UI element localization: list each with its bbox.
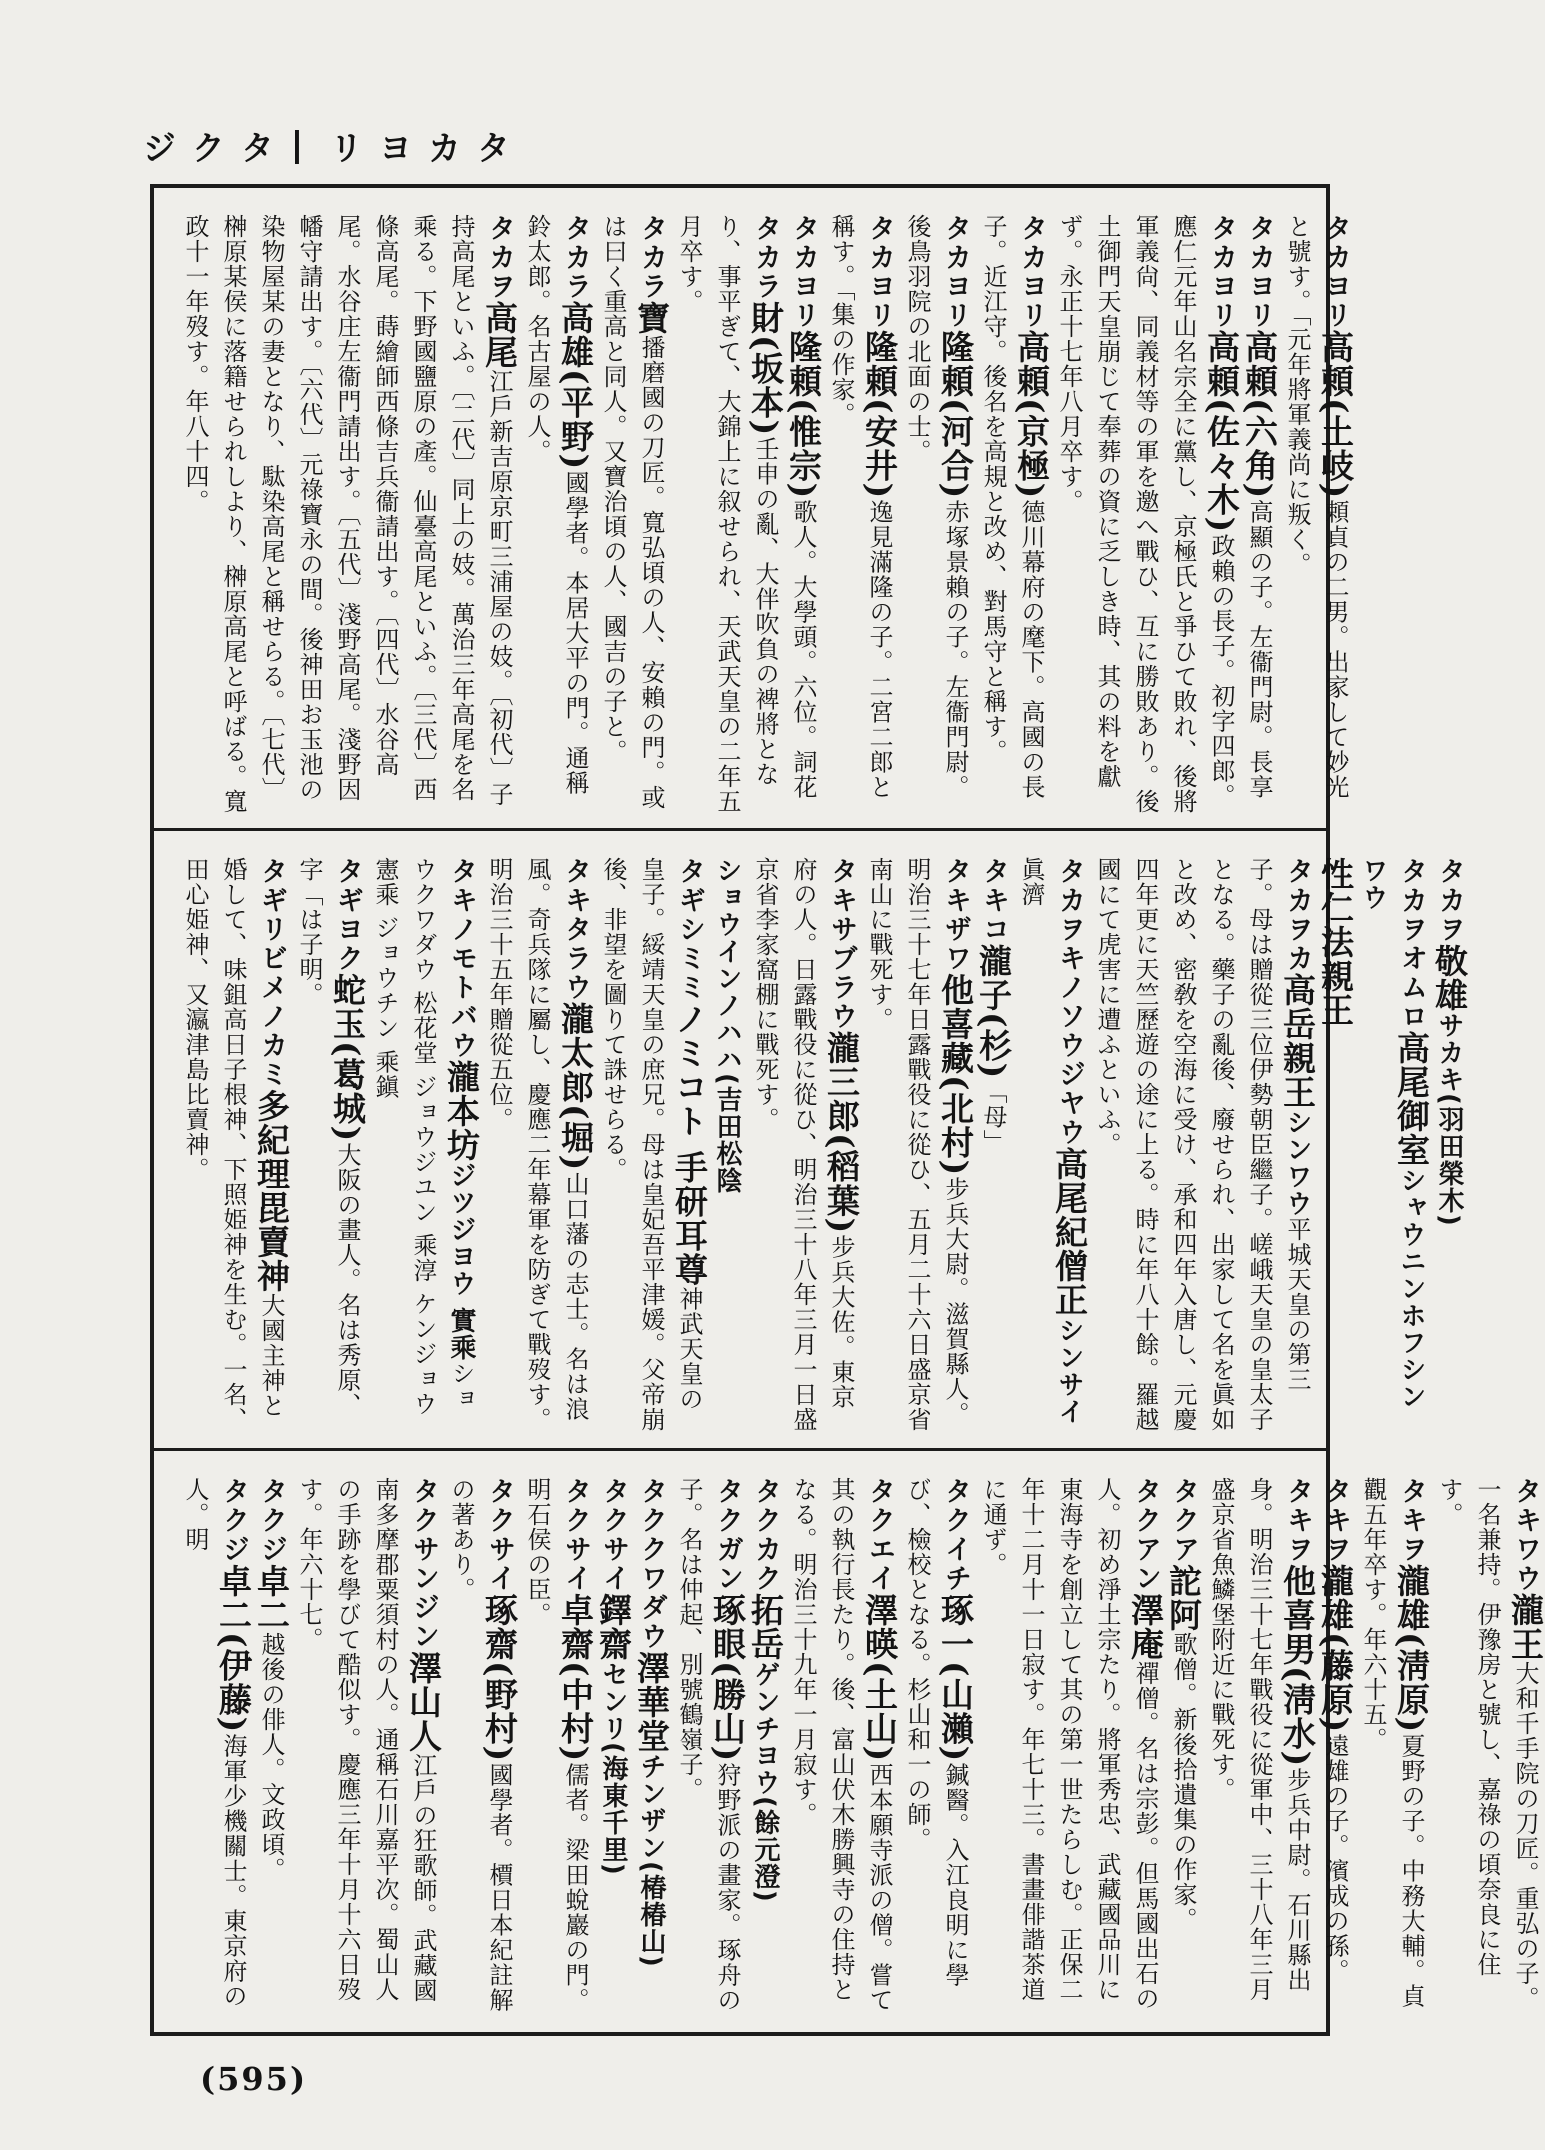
entry-kana: タギシミミ: [674, 857, 705, 1002]
entry-headword: 寶: [632, 301, 671, 335]
entry-headword: 他喜男(淸水): [1278, 1564, 1317, 1768]
entry-kana: タカラ: [636, 214, 667, 301]
entry-headword: 隆頼(河合): [936, 330, 975, 500]
entry-headword: 隆頼(安井): [860, 330, 899, 500]
dictionary-entry: [176, 1477, 252, 2018]
entry-body: 步兵大尉。滋賀縣人。明治三十七年日露戰役に從ひ、五月二十六日盛京省南山に戰死す。: [865, 857, 969, 1432]
dictionary-entry: [442, 1477, 518, 2018]
entry-headword: 高雄(平野): [556, 301, 595, 471]
entry-headword: 高頼(京極): [1012, 330, 1051, 500]
dictionary-entry: [670, 1477, 746, 2018]
dictionary-entry: [822, 214, 898, 814]
dictionary-entry: [784, 214, 822, 814]
entry-body: 江戶新吉原京町三浦屋の妓。〔初代〕子持高尾といふ。〔二代〕同上の妓。萬治三年高尾を名乘る。下野國鹽原の產。仙臺高尾といふ。〔三代〕西條高尾。蒔繪師西條吉兵衞請出す。〔四代〕水谷高尾。水谷庄左衞門請出す。〔五代〕淺野高尾。淺野因幡守請出す。〔六代〕元祿寶永の間。後神田お玉池の染物屋某の妻となり、駄染高尾と稱せらる。〔七代〕榊原某侯に落籍せられしより、榊原高尾と呼ばる。寬政十一年歿す。年八十四。: [181, 214, 513, 814]
dictionary-entry: [632, 1477, 670, 2018]
entry-kana: タキサブラウ: [826, 857, 857, 1031]
entry-kana: タカラ: [560, 214, 591, 301]
entry-headword: 瀧雄(淸原): [1392, 1564, 1431, 1734]
entry-body: 遠雄の子。濱成の孫。: [1321, 1733, 1349, 1984]
entry-headword: 澤暎(土山): [860, 1593, 899, 1763]
dictionary-frame: [150, 184, 1545, 2036]
entry-headword: 他喜藏(北村): [936, 973, 975, 1177]
entry-kana: タカヲ: [1434, 857, 1465, 944]
entry-headword: 卓齋(中村): [556, 1593, 595, 1763]
dictionary-entry: [290, 1477, 442, 2018]
entry-reading: シャウニンホフシンワウ: [1358, 857, 1426, 1410]
entry-headword: 高尾御室: [1392, 1031, 1431, 1167]
entry-body: 海軍少機關士。東京府の人。明: [181, 1477, 247, 2009]
entry-body: 歌僧。新後拾遺集の作家。: [1169, 1632, 1197, 1932]
dictionary-entry: [594, 214, 670, 814]
entry-kana: タキヲ: [1282, 1477, 1313, 1564]
entry-kana: タクサイ: [484, 1477, 515, 1593]
entry-kana: タキヲ: [1320, 1477, 1351, 1564]
entry-headword: 多紀理毘賣神: [252, 1089, 291, 1293]
dictionary-entry: [1430, 1477, 1544, 2018]
entry-headword: 澤山人: [404, 1651, 443, 1753]
dictionary-entry: [1354, 1477, 1430, 2018]
entry-kana: タキタラウ: [560, 857, 591, 1002]
entry-reading: ゲンチヨウ(餘元澄): [750, 1661, 780, 1903]
entry-kana: タキザワ: [940, 857, 971, 973]
entry-body: 大國主神と婚して、味鉏高日子根神、下照姫神を生む。一名、田心姫神、又瀛津島比賣神。: [181, 857, 285, 1432]
entry-headword: 瀧太郎(堀): [556, 1002, 595, 1172]
entry-headword: 瀧雄(藤原): [1316, 1564, 1355, 1734]
entry-kana: タクサンジン: [408, 1477, 439, 1651]
entry-body: 越後の俳人。文政頃。: [257, 1632, 285, 1882]
entry-kana: タキワウ: [1510, 1477, 1541, 1593]
entry-headword: 琢齋(野村): [480, 1593, 519, 1763]
dictionary-entry: [1240, 214, 1278, 814]
entry-kana: タクア: [1168, 1477, 1199, 1564]
entry-headword: 琢一(山瀨): [936, 1593, 975, 1763]
dictionary-entry: [898, 214, 974, 814]
entry-headword: 隆頼(惟宗): [784, 330, 823, 500]
dictionary-entry: [1316, 1477, 1354, 2018]
entry-headword: 詑阿: [1164, 1564, 1203, 1632]
dictionary-entry: [1012, 857, 1088, 1434]
entry-body: 眞濟: [1017, 857, 1045, 907]
entry-kana: タクイチ: [940, 1477, 971, 1593]
dictionary-entry: [708, 857, 746, 1434]
entry-headword: 高尾紀僧正: [1050, 1147, 1089, 1317]
entry-kana: タクサイ: [598, 1477, 629, 1593]
entry-kana: タクカク: [750, 1477, 781, 1593]
dictionary-entry: [1202, 1477, 1316, 2018]
entry-reading: ジツジヨウ 實乘: [446, 1162, 476, 1362]
entry-headword: 高頼(佐々木): [1202, 330, 1241, 534]
dictionary-entry: [1088, 857, 1316, 1434]
entry-kana: タカヲカ: [1282, 857, 1313, 973]
dictionary-entry: [898, 1477, 974, 2018]
entry-headword: 高頼(六角): [1240, 330, 1279, 500]
page-number: (595): [200, 2060, 308, 2098]
tier-bottom-columns: [176, 1477, 1544, 2018]
entry-kana: タクジ: [256, 1477, 287, 1564]
entry-headword: 拓岳: [746, 1593, 785, 1661]
entry-headword: 敬雄: [1430, 944, 1469, 1012]
tier-middle-columns: [176, 857, 1468, 1434]
dictionary-entry: [518, 1477, 594, 2018]
entry-body: 神武天皇の皇子。綏靖天皇の庶兄。母は皇妃吾平津媛。父帝崩後、非望を圖りて誅せらる。: [599, 857, 703, 1432]
entry-kana: タギリビメノカミ: [256, 857, 287, 1089]
dictionary-entry: [518, 214, 594, 814]
entry-kana: タクアン: [1130, 1477, 1161, 1593]
entry-body: 德川幕府の麾下。高國の長子。近江守。後名を高規と改め、對馬守と稱す。: [979, 214, 1045, 800]
running-head: タカヨリ―タクジ: [136, 130, 510, 168]
entry-reading: シンワウ: [1282, 1109, 1312, 1217]
entry-headword: 澤華堂: [632, 1651, 671, 1753]
tier-top: [154, 188, 1355, 828]
entry-reading: サカキ(羽田榮木): [1434, 1012, 1464, 1227]
entry-kana: タクサイ: [560, 1477, 591, 1593]
entry-kana: タカヨリ: [1320, 214, 1351, 330]
tier-bottom: [154, 1448, 1545, 2032]
entry-kana: タカヨリ: [788, 214, 819, 330]
entry-body: 江戶の狂歌師。武藏國南多摩郡粟須村の人。通稱石川嘉平次。蜀山人の手跡を學びて酷似す。慶應三年十月十六日歿す。年六十七。: [295, 1477, 437, 2003]
entry-body: 山口藩の志士。名は浪風。奇兵隊に屬し、慶應二年幕軍を防ぎて戰歿す。明治三十五年贈從五位。: [485, 857, 589, 1432]
entry-kana: タクジ: [218, 1477, 249, 1564]
entry-headword: 財(坂本): [746, 301, 785, 437]
entry-body: 鍼醫。入江良明に學び、檢校となる。杉山和一の師。: [903, 1477, 969, 1988]
entry-body: 壬申の亂、大伴吹負の裨將となり、事平ぎて、大錦上に叙せられ、天武天皇の二年五月卒す。: [675, 214, 779, 814]
entry-reading: シンサイ: [1054, 1317, 1084, 1425]
entry-body: 逸見滿隆の子。二宮二郎と稱す。「集の作家。: [827, 214, 893, 800]
entry-kana: タククワダウ: [636, 1477, 667, 1651]
dictionary-entry: [252, 1477, 290, 2018]
entry-body: 播磨國の刀匠。寬弘頃の人、安賴の門。或は曰く重高と同人。又寶治頃の人、國吉の子と。: [599, 214, 665, 810]
entry-headword: ノミコト 手研耳尊: [670, 1002, 709, 1287]
dictionary-entry: [1430, 857, 1468, 1434]
dictionary-entry: [974, 857, 1012, 1434]
entry-body: 大阪の畫人。名は秀原、字「は子明。: [295, 857, 361, 1418]
entry-kana: タカヨリ: [940, 214, 971, 330]
entry-reading: チンザン(椿椿山): [636, 1753, 666, 1968]
entry-kana: タカヨリ: [1244, 214, 1275, 330]
dictionary-entry: [974, 1477, 1164, 2018]
entry-headword: 高頼(土岐): [1316, 330, 1355, 500]
entry-body: 「母」: [979, 1079, 1007, 1155]
entry-kana: タカヲ: [484, 214, 515, 301]
entry-kana: タクガン: [712, 1477, 743, 1593]
dictionary-entry: [746, 1477, 784, 2018]
entry-kana: タキコ: [978, 857, 1009, 944]
entry-kana: タギヨク: [332, 857, 363, 973]
dictionary-entry: [176, 214, 518, 814]
dictionary-entry: [860, 857, 974, 1434]
entry-headword: 性仁法親王: [1316, 857, 1355, 1027]
entry-body: 西本願寺派の僧。嘗て其の執行長たり。後、富山伏木勝興寺の住持となる。明治三十九年一月寂す。: [789, 1477, 893, 2013]
dictionary-entry: [480, 857, 594, 1434]
entry-headword: 高尾: [480, 301, 519, 369]
entry-kana: タカヲオムロ: [1396, 857, 1427, 1031]
entry-headword: 瀧三郎(稻葉): [822, 1031, 861, 1235]
entry-headword: 鐸齋: [594, 1593, 633, 1661]
entry-body: 儒者。梁田蛻巖の門。明石侯の臣。: [523, 1477, 589, 2013]
entry-body: 夏野の子。中務大輔。貞觀五年卒す。年六十五。: [1359, 1477, 1425, 2009]
dictionary-entry: [746, 857, 860, 1434]
entry-kana: タカヨリ: [1016, 214, 1047, 330]
entry-headword: 高岳親王: [1278, 973, 1317, 1109]
dictionary-entry: [176, 857, 290, 1434]
dictionary-entry: [366, 857, 480, 1434]
entry-body: 國學者。本居大平の門。通稱鈴太郎。名古屋の人。: [523, 214, 589, 796]
entry-body: 政賴の長子。初字四郎。應仁元年山名宗全に黨し、京極氏と爭ひて敗れ、後將軍義尙、同義材等の軍を邀へ戰ひ、互に勝敗あり。後土御門天皇崩じて奉葬の資に乏しき時、其の料を獻ず。永正十七年八月卒す。: [1055, 214, 1235, 814]
entry-body: 頼貞の二男。出家して妙光と號す。「元年將軍義尚に叛く。: [1283, 214, 1349, 800]
entry-kana: タキノモトバウ: [446, 857, 477, 1060]
dictionary-entry: [1164, 1477, 1202, 2018]
dictionary-entry: [1316, 857, 1354, 1434]
dictionary-entry: [1278, 214, 1354, 814]
dictionary-entry: [974, 214, 1050, 814]
entry-headword: 瀧本坊: [442, 1060, 481, 1162]
entry-headword: 瀧王: [1506, 1593, 1545, 1661]
dictionary-entry: [1050, 214, 1240, 814]
entry-headword: 琢眼(勝山): [708, 1593, 747, 1763]
entry-body: 平城天皇の第三子。母は贈從三位伊勢朝臣繼子。嵯峨天皇の皇太子となる。藥子の亂後、廢せられ、出家して名を眞如と改め、密敎を空海に受け、承和四年入唐し、元慶四年更に天竺歷遊の途に上る。時に年八十餘。羅越國にて虎害に遭ふといふ。: [1093, 857, 1311, 1432]
dictionary-entry: [290, 857, 366, 1434]
dictionary-entry: [784, 1477, 898, 2018]
entry-body: 步兵中尉。石川縣出身。明治三十七年戰役に從軍中、三十八年三月盛京省魚鱗堡附近に戰死す。: [1207, 1477, 1311, 2002]
entry-headword: 卓二: [252, 1564, 291, 1632]
entry-body: 禪僧。名は宗彭。但馬國出石の人。初め淨土宗たり。將軍秀忠、武藏國品川に東海寺を創立して其の第一世たらしむ。正保二年十二月十一日寂す。年七十三。書畫俳諧茶道に通ず。: [979, 1477, 1159, 2011]
entry-kana: タキヲ: [1396, 1477, 1427, 1564]
entry-kana: タカヲキノソウジヤウ: [1054, 857, 1085, 1147]
entry-body: 高顯の子。左衞門尉。長享: [1245, 499, 1273, 800]
dictionary-entry: [594, 857, 708, 1434]
entry-headword: 澤庵: [1126, 1593, 1165, 1661]
dictionary-entry: [594, 1477, 632, 2018]
entry-headword: 卓二(伊藤): [214, 1564, 253, 1734]
entry-body: 步兵大佐。東京府の人。日露戰役に從ひ、明治三十八年三月一日盛京省李家窩棚に戰死す。: [751, 857, 855, 1432]
dictionary-entry: [1354, 857, 1430, 1434]
entry-reading: センリ(海東千里): [598, 1661, 628, 1876]
entry-body: 歌人。大學頭。六位。詞花: [789, 499, 817, 800]
tier-middle: [154, 828, 1469, 1448]
entry-body: 赤塚景賴の子。左衞門尉。後鳥羽院の北面の士。: [903, 214, 969, 800]
entry-body: 狩野派の畫家。琢舟の子。名は仲起、別號鶴嶺子。: [675, 1477, 741, 2013]
entry-kana: タカヨリ: [864, 214, 895, 330]
entry-reading: ショウインノハハ(吉田松陰: [712, 857, 742, 1194]
entry-body: 國學者。檟日本紀註解の著あり。: [447, 1477, 513, 2013]
entry-kana: タクエイ: [864, 1477, 895, 1593]
entry-headword: 瀧子(杉): [974, 944, 1013, 1080]
entry-body: 大和千手院の刀匠。重弘の子。一名兼持。伊豫房と號し、嘉祿の頃奈良に住す。: [1435, 1477, 1539, 2011]
entry-kana: タカヨリ: [1206, 214, 1237, 330]
dictionary-entry: [670, 214, 784, 814]
entry-body: ショウクワダウ 松花堂 ジョウジユン 乘淳 ケンジョウ 憲乘 ジョウチン 乘鎭: [371, 857, 475, 1417]
entry-headword: 蛇玉(葛城): [328, 973, 367, 1143]
entry-kana: タカラ: [750, 214, 781, 301]
tier-top-columns: [176, 214, 1354, 814]
